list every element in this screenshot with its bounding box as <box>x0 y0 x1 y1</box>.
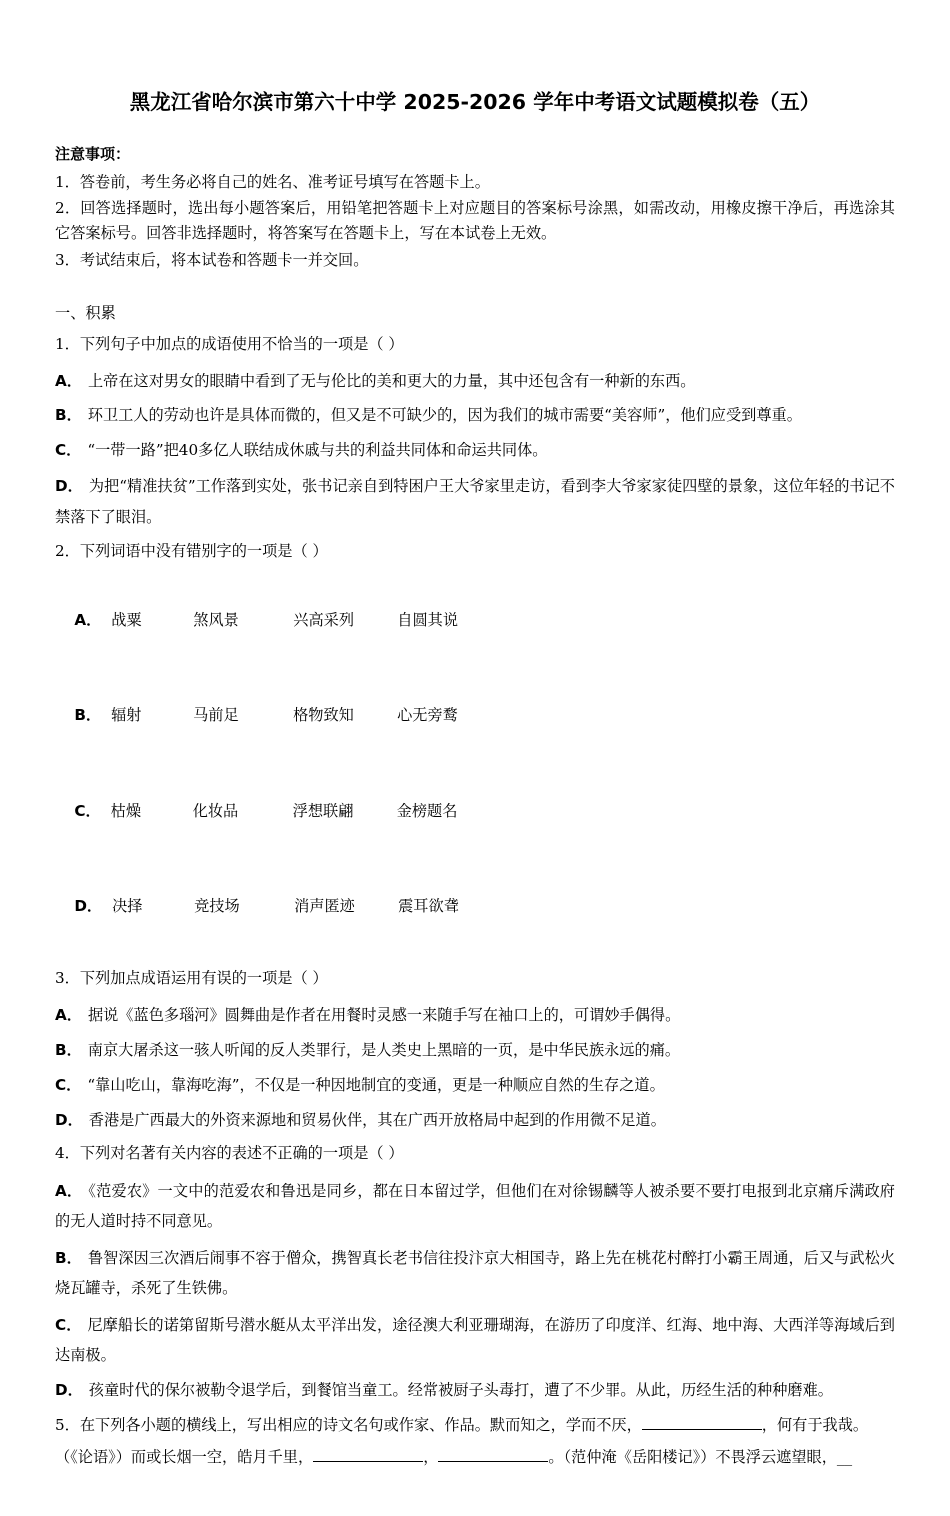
question-1-option-d <box>55 471 895 532</box>
option-label: B． <box>55 1248 82 1267</box>
option-text: 上帝在这对男女的眼睛中看到了无与伦比的美和更大的力量，其中还包含有一种新的东西。 <box>87 371 696 390</box>
option-text: 据说《蓝色多瑙河》圆舞曲是作者在用餐时灵感一来随手写在袖口上的，可谓妙手偶得。 <box>87 1005 681 1024</box>
question-5-line-2 <box>55 1443 895 1471</box>
option-word-1: 枯燥 <box>110 801 142 820</box>
option-text: “一带一路”把40多亿人联结成休戚与共的利益共同体和命运共同体。 <box>87 441 548 460</box>
option-label: B． <box>74 706 102 725</box>
option-text: 孩童时代的保尔被勒令退学后，到餐馆当童工。经常被厨子头毒打，遭了不少罪。从此，历经生活的种种磨难。 <box>88 1381 833 1400</box>
notice-item-2: 2．回答选择题时，选出每小题答案后，用铅笔把答题卡上对应题目的答案标号涂黑，如需改动，用橡皮擦干净后，再选涂其它答案标号。回答非选择题时，将答案写在答题卡上，写在本试卷上无效。 <box>55 199 895 242</box>
option-label: D． <box>55 477 83 496</box>
question-5-number: 5． <box>55 1416 80 1435</box>
option-label: A． <box>55 1005 82 1024</box>
option-text: 鲁智深因三次酒后闹事不容于僧众，携智真长老书信往投汴京大相国寺，路上先在桃花村醉打小霸王周通，后又与武松火烧瓦罐寺，杀死了生铁佛。 <box>55 1248 896 1298</box>
option-word-3: 格物致知 <box>293 706 354 725</box>
option-label: C． <box>55 441 82 460</box>
question-1-text: 下列句子中加点的成语使用不恰当的一项是（ ） <box>79 334 404 353</box>
question-4-text: 下列对名著有关内容的表述不正确的一项是（ ） <box>79 1144 404 1163</box>
question-3-option-d <box>55 1106 895 1135</box>
option-word-2: 化妆品 <box>192 801 239 820</box>
section-heading: 一、积累 <box>55 304 116 323</box>
question-4-stem <box>55 1142 895 1166</box>
option-text: 南京大屠杀这一骇人听闻的反人类罪行，是人类史上黑暗的一页，是中华民族永远的痛。 <box>87 1040 681 1059</box>
question-5-line-1 <box>55 1411 895 1439</box>
question-2-text: 下列词语中没有错别字的一项是（ ） <box>79 541 328 560</box>
option-label: A． <box>74 610 102 629</box>
option-word-3: 消声匿迹 <box>294 897 355 916</box>
option-word-2: 煞风景 <box>193 610 239 629</box>
question-4-option-a <box>55 1176 895 1237</box>
question-2-stem <box>55 540 895 564</box>
question-2-option-c <box>55 764 895 857</box>
page-title: 黑龙江省哈尔滨市第六十中学 2025-2026 学年中考语文试题模拟卷（五） <box>129 90 821 114</box>
option-label: D． <box>74 897 103 916</box>
question-5-cont-text: （《论语》）而或长烟一空，皓月千里， <box>55 1448 314 1467</box>
option-word-1: 战粟 <box>111 610 142 629</box>
option-word-4: 震耳欲聋 <box>398 897 459 916</box>
question-4-option-c <box>55 1310 895 1371</box>
option-text: 《范爱农》一文中的范爱农和鲁迅是同乡，都在日本留过学，但他们在对徐锡麟等人被杀要不要打电报到北京痛斥满政府的无人道时持不同意见。 <box>55 1182 895 1231</box>
question-5-text-tail: ，何有于我哉。 <box>761 1416 869 1435</box>
notice-item-1: 1．答卷前，考生务必将自己的姓名、准考证号填写在答题卡上。 <box>55 172 490 191</box>
fill-blank-3[interactable] <box>438 1461 548 1462</box>
option-label: D． <box>55 1381 83 1400</box>
question-2-option-d <box>55 860 895 953</box>
question-1-stem <box>55 333 895 357</box>
question-5-cont-text-2: 。（范仲淹《岳阳楼记》）不畏浮云遮望眼，__ <box>548 1448 853 1467</box>
option-label: A． <box>55 1182 83 1201</box>
option-text: “靠山吃山，靠海吃海”，不仅是一种因地制宜的变通，更是一种顺应自然的生存之道。 <box>87 1075 665 1094</box>
option-label: A． <box>55 371 82 390</box>
comma-1: ， <box>423 1448 439 1467</box>
notice-item-3: 3．考试结束后，将本试卷和答题卡一并交回。 <box>55 250 369 269</box>
question-5-text: 在下列各小题的横线上，写出相应的诗文名句或作家、作品。默而知之，学而不厌， <box>79 1416 642 1435</box>
option-word-3: 浮想联翩 <box>292 801 354 820</box>
fill-blank-2[interactable] <box>313 1461 423 1462</box>
option-word-1: 辐射 <box>111 706 142 725</box>
option-label: D． <box>55 1110 83 1129</box>
option-word-2: 竞技场 <box>194 897 240 916</box>
option-word-4: 金榜题名 <box>396 801 458 820</box>
question-4-number: 4． <box>55 1144 80 1163</box>
option-word-1: 决择 <box>112 897 143 916</box>
question-1-option-b <box>55 401 895 430</box>
option-text: 环卫工人的劳动也许是具体而微的，但又是不可缺少的，因为我们的城市需要“美容师”，他们应受到尊重。 <box>87 406 802 425</box>
option-label: B． <box>55 1040 82 1059</box>
question-1-option-a <box>55 367 895 396</box>
question-3-option-b <box>55 1036 895 1065</box>
option-word-2: 马前足 <box>193 706 239 725</box>
question-3-option-a <box>55 1001 895 1030</box>
option-text: 为把“精准扶贫”工作落到实处，张书记亲自到特困户王大爷家里走访，看到李大爷家家徒四壁的景象，这位年轻的书记不禁落下了眼泪。 <box>55 477 895 526</box>
option-label: C． <box>74 801 101 820</box>
option-text: 尼摩船长的诺第留斯号潜水艇从太平洋出发，途径澳大利亚珊瑚海，在游历了印度洋、红海、地中海、大西洋等海域后到达南极。 <box>55 1315 895 1365</box>
question-2-option-a <box>55 574 895 667</box>
option-label: C． <box>55 1075 82 1094</box>
notice-heading: 注意事项： <box>55 144 131 163</box>
question-1-option-c <box>55 436 895 465</box>
fill-blank-1[interactable] <box>642 1429 762 1430</box>
option-label: C． <box>55 1315 82 1334</box>
option-word-4: 自圆其说 <box>397 610 459 629</box>
option-word-3: 兴高采列 <box>293 610 355 629</box>
option-text: 香港是广西最大的外资来源地和贸易伙伴，其在广西开放格局中起到的作用微不足道。 <box>88 1110 666 1129</box>
question-3-text: 下列加点成语运用有误的一项是（ ） <box>79 969 328 988</box>
question-2-number: 2． <box>55 541 80 560</box>
question-3-stem <box>55 967 895 991</box>
question-4-option-d <box>55 1376 895 1405</box>
question-2-option-b <box>55 669 895 762</box>
notice-list <box>55 170 895 273</box>
question-3-number: 3． <box>55 969 80 988</box>
question-4-option-b <box>55 1243 895 1304</box>
question-3-option-c <box>55 1071 895 1100</box>
option-label: B． <box>55 406 82 425</box>
question-1-number: 1． <box>55 334 80 353</box>
option-word-4: 心无旁鹜 <box>397 706 458 725</box>
